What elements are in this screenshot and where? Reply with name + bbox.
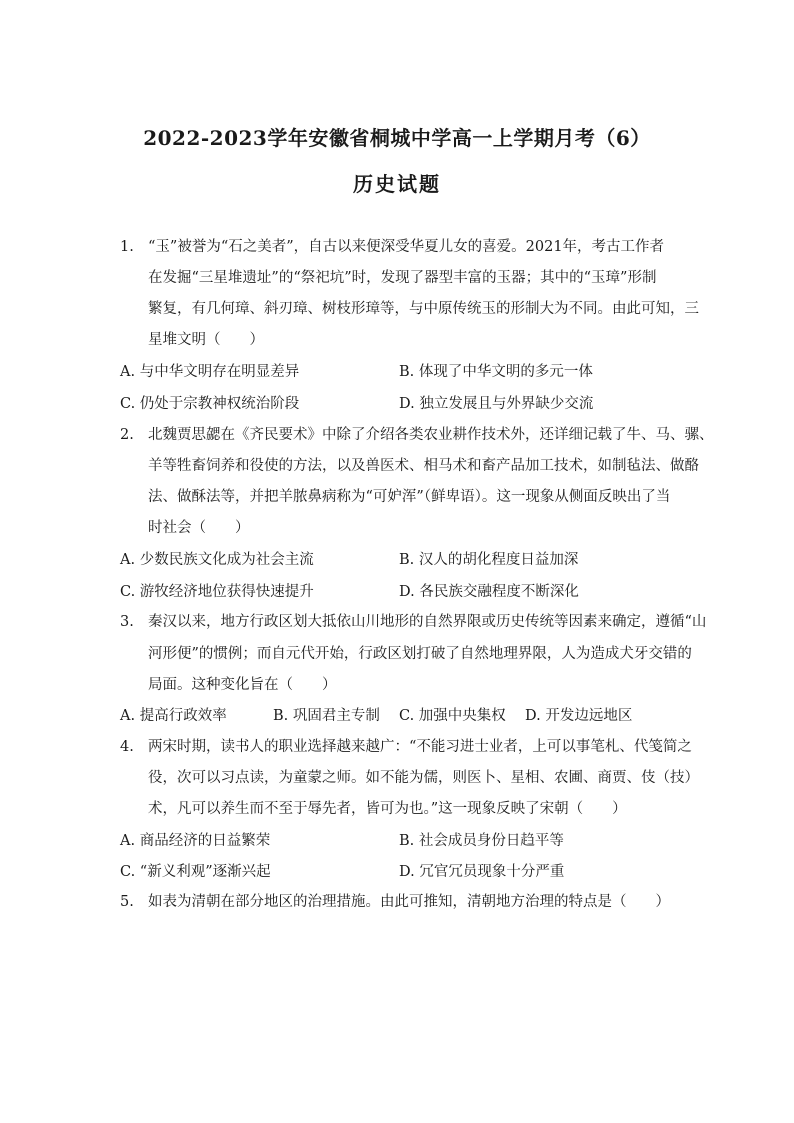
question-text-line: 繁复，有几何璋、斜刃璋、树枝形璋等，与中原传统玉的形制大为不同。由此可知，三 [148,301,699,317]
option-c: C. 加强中央集权 [399,708,506,724]
question-text-line: 两宋时期，读书人的职业选择越来越广：“不能习进士业者，上可以事笔札、代笺简之 [148,739,692,755]
option-c: C. 仍处于宗教神权统治阶段 [120,396,300,412]
question-text-line: 羊等牲畜饲养和役使的方法，以及兽医术、相马术和畜产品加工技术，如制毡法、做酪 [148,458,699,474]
option-a: A. 与中华文明存在明显差异 [120,364,300,380]
option-d: D. 冗官冗员现象十分严重 [399,864,565,880]
option-a: A. 商品经济的日益繁荣 [120,833,271,849]
option-a: A. 提高行政效率 [120,708,227,724]
option-c: C. 游牧经济地位获得快速提升 [120,584,314,600]
question-text-line: 术，凡可以养生而不至于辱先者，皆可为也。”这一现象反映了宋朝（ ） [148,801,627,817]
option-b: B. 体现了中华文明的多元一体 [399,364,593,380]
question-text-line: 役，次可以习点读，为童蒙之师。如不能为儒，则医卜、星相、农圃、商贾、伎（技） [148,770,699,786]
option-b: B. 汉人的胡化程度日益加深 [399,552,579,568]
question-text-line: 局面。这种变化旨在（ ） [148,677,337,693]
question-number: 1. [120,239,134,255]
exam-subtitle: 历史试题 [353,172,441,196]
question-text-line: “玉”被誉为“石之美者”，自古以来便深受华夏儿女的喜爱。2021年，考古工作者 [148,239,665,255]
option-d: D. 开发边远地区 [525,708,633,724]
option-a: A. 少数民族文化成为社会主流 [120,552,314,568]
question-text-line: 在发掘“三星堆遗址”的“祭祀坑”时，发现了器型丰富的玉器；其中的“玉璋”形制 [148,270,657,286]
question-number: 3. [120,614,134,630]
question-text-line: 星堆文明（ ） [148,332,264,348]
question-number: 2. [120,427,134,443]
option-b: B. 社会成员身份日趋平等 [399,833,564,849]
option-b: B. 巩固君主专制 [273,708,380,724]
question-text-line: 时社会（ ） [148,520,250,536]
question-text-line: 法、做酥法等，并把羊脓鼻病称为“可妒浑”（鲜卑语）。这一现象从侧面反映出了当 [148,489,671,505]
question-number: 4. [120,739,134,755]
option-c: C. “新义利观”逐渐兴起 [120,864,271,880]
exam-title: 2022-2023学年安徽省桐城中学高一上学期月考（6） [143,126,651,150]
option-d: D. 各民族交融程度不断深化 [399,584,579,600]
question-text-line: 河形便”的惯例；而自元代开始，行政区划打破了自然地理界限，人为造成犬牙交错的 [148,646,692,662]
question-text-line: 秦汉以来，地方行政区划大抵依山川地形的自然界限或历史传统等因素来确定，遵循“山 [148,614,707,630]
question-text-line: 北魏贾思勰在《齐民要术》中除了介绍各类农业耕作技术外，还详细记载了牛、马、骡、 [148,427,714,443]
question-text-line: 如表为清朝在部分地区的治理措施。由此可推知，清朝地方治理的特点是（ ） [148,894,670,910]
option-d: D. 独立发展且与外界缺少交流 [399,396,594,412]
question-number: 5. [120,894,134,910]
